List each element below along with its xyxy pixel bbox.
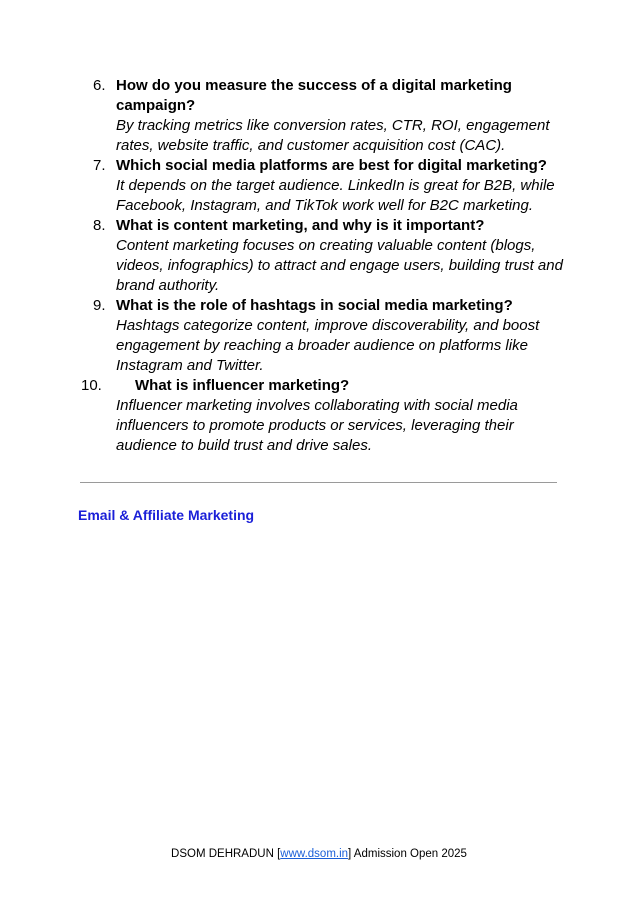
faq-item <box>0 156 638 216</box>
faq-number: 6. <box>93 77 106 94</box>
footer-suffix: ] Admission Open 2025 <box>348 848 467 860</box>
faq-question: What is the role of hashtags in social media marketing? <box>116 297 513 314</box>
faq-number: 7. <box>93 157 106 174</box>
faq-number: 8. <box>93 217 106 234</box>
faq-answer: It depends on the target audience. LinkedIn is great for B2B, while Facebook, Instagram, and TikTok work well for B2C marketing. <box>116 177 555 214</box>
faq-item <box>0 216 638 296</box>
faq-list <box>0 76 638 456</box>
faq-question: What is content marketing, and why is it important? <box>116 217 485 234</box>
footer-prefix: DSOM DEHRADUN [ <box>171 848 281 860</box>
faq-answer: By tracking metrics like conversion rates, CTR, ROI, engagement rates, website traffic, and customer acquisition cost (CAC). <box>116 117 550 154</box>
horizontal-divider <box>80 482 557 483</box>
section-heading[interactable]: Email & Affiliate Marketing <box>78 507 255 523</box>
faq-answer: Hashtags categorize content, improve discoverability, and boost engagement by reaching a broader audience on platforms like Instagram and Twitter. <box>116 317 540 374</box>
faq-number: 10. <box>81 377 102 394</box>
faq-question: How do you measure the success of a digital marketing campaign? <box>116 77 512 114</box>
faq-answer: Influencer marketing involves collaborating with social media influencers to promote products or services, leveraging their audience to build trust and drive sales. <box>116 397 518 454</box>
faq-question: Which social media platforms are best for digital marketing? <box>116 157 547 174</box>
faq-question: What is influencer marketing? <box>135 377 350 394</box>
faq-number: 9. <box>93 297 106 314</box>
faq-item <box>0 376 638 456</box>
faq-item <box>0 296 638 376</box>
footer-website-link[interactable]: www.dsom.in <box>280 848 349 860</box>
faq-item <box>0 76 638 156</box>
page-footer <box>0 847 638 861</box>
faq-answer: Content marketing focuses on creating valuable content (blogs, videos, infographics) to attract and engage users, building trust and brand authority. <box>116 237 563 294</box>
